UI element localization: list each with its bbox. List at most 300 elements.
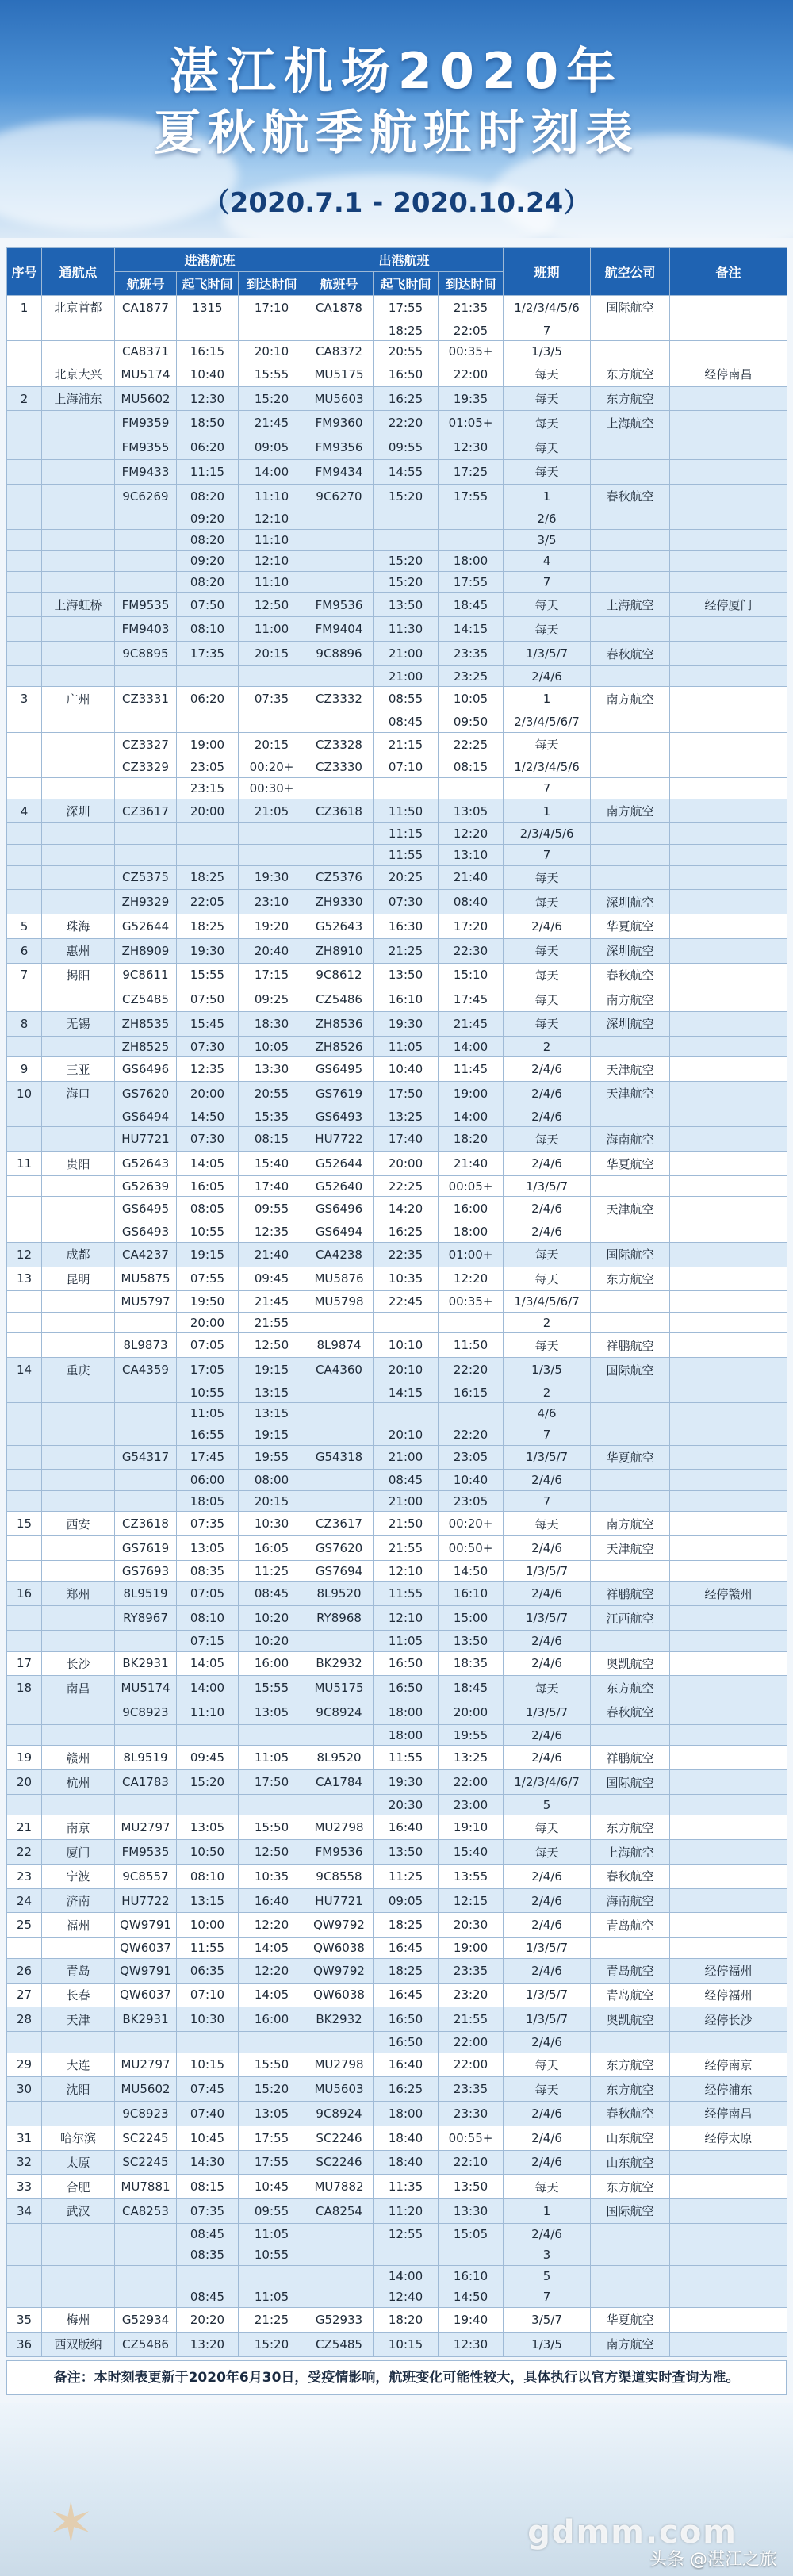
cell-remark [670,1036,787,1057]
col-arr-takeoff: 起飞时间 [177,272,239,296]
table-row [7,2032,787,2053]
cell-remark: 经停南昌 [670,362,787,386]
cell-arr-flight: CA4237 [115,1242,177,1267]
cell-dep-flight: MU5603 [305,2077,374,2102]
cell-point [42,1794,115,1815]
cell-dep-arrive: 10:40 [439,1470,504,1491]
cell-arr-flight: FM9403 [115,617,177,642]
cell-dep-flight: CA8254 [305,2199,374,2224]
site-watermark: gdmm.com [527,2514,737,2551]
cell-airline: 天津航空 [591,1057,670,1082]
cell-point: 海口 [42,1082,115,1106]
cell-dep-takeoff: 12:10 [374,1560,439,1581]
cell-airline [591,1175,670,1197]
cell-airline [591,529,670,550]
cell-dep-takeoff: 18:40 [374,2150,439,2175]
cell-schedule: 7 [504,778,591,799]
cell-seq: 7 [7,963,42,987]
cell-schedule: 每天 [504,1815,591,1840]
cell-schedule: 每天 [504,2077,591,2102]
cell-arr-flight: QW9791 [115,1958,177,1983]
cell-point [42,1445,115,1470]
cell-dep-arrive: 22:05 [439,320,504,341]
cell-arr-takeoff: 12:35 [177,1057,239,1082]
cell-dep-takeoff: 11:05 [374,1036,439,1057]
cell-seq [7,529,42,550]
cell-airline: 华夏航空 [591,1445,670,1470]
cell-dep-flight: G52640 [305,1175,374,1197]
cell-remark [670,1560,787,1581]
cell-arr-flight [115,1724,177,1746]
table-row [7,2007,787,2032]
cell-seq: 8 [7,1012,42,1037]
cell-point: 合肥 [42,2175,115,2199]
cell-arr-takeoff: 07:15 [177,1631,239,1652]
table-row [7,823,787,845]
cell-arr-flight: 9C8557 [115,1864,177,1888]
cell-point [42,1631,115,1652]
cell-dep-flight [305,1794,374,1815]
cell-seq [7,435,42,460]
cell-point: 大连 [42,2053,115,2077]
cell-seq: 22 [7,1840,42,1865]
cell-airline [591,1490,670,1512]
cell-dep-arrive: 08:15 [439,757,504,778]
cell-dep-arrive: 19:00 [439,1938,504,1959]
cell-seq: 12 [7,1242,42,1267]
cell-schedule: 2/4/6 [504,2032,591,2053]
cell-dep-arrive [439,778,504,799]
cell-schedule: 2 [504,1036,591,1057]
cell-airline: 南方航空 [591,1512,670,1536]
cell-arr-takeoff: 07:05 [177,1581,239,1606]
cell-arr-flight: GS7693 [115,1560,177,1581]
cell-schedule: 每天 [504,592,591,617]
cell-dep-arrive: 23:30 [439,2102,504,2126]
cell-arr-flight: QW9791 [115,1913,177,1938]
cell-seq [7,1470,42,1491]
cell-arr-arrive: 17:50 [239,1770,305,1795]
cell-arr-flight: GS6495 [115,1197,177,1221]
cell-point [42,320,115,341]
cell-dep-flight: FM9536 [305,1840,374,1865]
cell-remark [670,1242,787,1267]
cell-arr-arrive [239,2032,305,2053]
cell-arr-takeoff: 07:30 [177,1036,239,1057]
cell-remark [670,1012,787,1037]
cell-dep-takeoff: 18:20 [374,2308,439,2333]
cell-airline [591,1631,670,1652]
cell-schedule: 每天 [504,2175,591,2199]
cell-arr-arrive: 14:05 [239,1938,305,1959]
cell-schedule: 每天 [504,732,591,757]
cell-dep-arrive: 21:40 [439,865,504,890]
cell-seq [7,2265,42,2287]
col-dep-flight: 航班号 [305,272,374,296]
cell-point: 广州 [42,687,115,711]
cell-point: 南京 [42,1815,115,1840]
cell-dep-takeoff: 09:55 [374,435,439,460]
cell-point [42,341,115,362]
cell-schedule: 2/4/6 [504,1958,591,1983]
table-row [7,341,787,362]
cell-arr-flight: CZ3618 [115,1512,177,1536]
cell-schedule: 每天 [504,362,591,386]
cell-dep-flight: MU5175 [305,1676,374,1700]
cell-dep-takeoff: 16:50 [374,2007,439,2032]
table-row [7,1057,787,1082]
cell-schedule: 1/3/5/7 [504,2007,591,2032]
cell-point: 惠州 [42,938,115,963]
cell-dep-takeoff: 20:25 [374,865,439,890]
cell-point: 武汉 [42,2199,115,2224]
table-row [7,778,787,799]
cell-arr-takeoff: 20:00 [177,1312,239,1333]
cell-remark [670,386,787,411]
cell-remark [670,411,787,435]
cell-point [42,890,115,914]
cell-arr-flight: MU2797 [115,2053,177,2077]
cell-dep-flight: MU5175 [305,362,374,386]
cell-dep-arrive: 23:25 [439,665,504,687]
table-row [7,1036,787,1057]
cell-dep-flight: HU7722 [305,1127,374,1152]
cell-dep-flight [305,823,374,845]
cell-dep-flight: GS7620 [305,1536,374,1561]
cell-dep-takeoff: 11:55 [374,1746,439,1770]
cell-schedule: 每天 [504,2053,591,2077]
cell-seq: 34 [7,2199,42,2224]
table-row [7,550,787,572]
cell-dep-takeoff: 22:20 [374,411,439,435]
cell-arr-takeoff: 14:05 [177,1152,239,1176]
cell-arr-flight [115,529,177,550]
cell-arr-arrive: 12:50 [239,1840,305,1865]
cell-remark [670,732,787,757]
cell-seq [7,823,42,845]
cell-airline [591,617,670,642]
cell-arr-takeoff: 08:10 [177,617,239,642]
cell-point: 杭州 [42,1770,115,1795]
cell-arr-arrive: 15:35 [239,1106,305,1127]
table-row [7,508,787,530]
cell-arr-flight: BK2931 [115,2007,177,2032]
cell-dep-flight: CZ5485 [305,2332,374,2356]
cell-schedule: 每天 [504,1676,591,1700]
cell-arr-flight: CZ3327 [115,732,177,757]
cell-arr-flight: 9C8923 [115,2102,177,2126]
cell-schedule: 2/4/6 [504,1724,591,1746]
cell-dep-flight: FM9536 [305,592,374,617]
table-row [7,2287,787,2308]
cell-dep-flight: 9C8612 [305,963,374,987]
cell-dep-arrive: 19:40 [439,2308,504,2333]
cell-seq: 2 [7,386,42,411]
cell-point: 贵阳 [42,1152,115,1176]
cell-point [42,1724,115,1746]
cell-arr-flight: QW6037 [115,1983,177,2007]
cell-dep-takeoff: 16:40 [374,1815,439,1840]
cell-arr-arrive: 13:15 [239,1382,305,1403]
cell-schedule: 1/3/5/7 [504,642,591,666]
cell-remark [670,1746,787,1770]
cell-seq [7,1560,42,1581]
cell-arr-arrive: 10:30 [239,1512,305,1536]
cell-arr-flight [115,1312,177,1333]
cell-arr-takeoff: 16:55 [177,1424,239,1446]
cell-dep-takeoff: 18:25 [374,320,439,341]
cell-arr-takeoff: 07:05 [177,1333,239,1358]
cell-point [42,2223,115,2244]
cell-dep-arrive: 22:30 [439,938,504,963]
cell-arr-arrive: 12:20 [239,1913,305,1938]
cell-dep-arrive: 18:20 [439,1127,504,1152]
cell-seq: 3 [7,687,42,711]
cell-remark [670,1082,787,1106]
cell-dep-flight: GS6493 [305,1106,374,1127]
cell-arr-arrive: 16:00 [239,2007,305,2032]
table-row [7,2223,787,2244]
cell-schedule: 1/3/4/5/6/7 [504,1291,591,1313]
cell-dep-arrive: 19:55 [439,1724,504,1746]
cell-schedule: 7 [504,320,591,341]
cell-dep-flight: GS7694 [305,1560,374,1581]
cell-airline: 天津航空 [591,1197,670,1221]
cell-point [42,1221,115,1243]
cell-arr-flight: CZ5486 [115,2332,177,2356]
table-row [7,1082,787,1106]
table-row [7,987,787,1012]
cell-dep-takeoff: 14:00 [374,2265,439,2287]
cell-schedule: 每天 [504,890,591,914]
cell-remark [670,1175,787,1197]
cell-airline [591,823,670,845]
cell-dep-takeoff: 17:55 [374,296,439,320]
table-row [7,1358,787,1382]
table-row [7,1958,787,1983]
cell-schedule: 每天 [504,1512,591,1536]
cell-arr-arrive: 11:10 [239,529,305,550]
cell-arr-flight: G52639 [115,1175,177,1197]
cell-dep-flight: BK2932 [305,2007,374,2032]
cell-point: 郑州 [42,1581,115,1606]
cell-arr-flight [115,1794,177,1815]
cell-point: 三亚 [42,1057,115,1082]
table-row [7,2265,787,2287]
cell-arr-flight: SC2245 [115,2150,177,2175]
cell-arr-takeoff: 11:55 [177,1938,239,1959]
table-row [7,1560,787,1581]
table-row [7,1127,787,1152]
cell-seq [7,2244,42,2266]
cell-point [42,865,115,890]
cell-seq: 10 [7,1082,42,1106]
cell-airline: 江西航空 [591,1606,670,1631]
cell-point: 西安 [42,1512,115,1536]
cell-arr-takeoff: 23:05 [177,757,239,778]
cell-schedule: 2/4/6 [504,1913,591,1938]
cell-remark [670,987,787,1012]
cell-remark [670,2150,787,2175]
cell-arr-flight: FM9355 [115,435,177,460]
cell-airline [591,732,670,757]
cell-dep-arrive: 12:20 [439,823,504,845]
cell-arr-flight: 8L9519 [115,1581,177,1606]
cell-point [42,642,115,666]
table-row [7,1221,787,1243]
cell-dep-flight [305,1631,374,1652]
cell-dep-flight: HU7721 [305,1888,374,1913]
footnote: 备注：本时刻表更新于2020年6月30日，受疫情影响，航班变化可能性较大，具体执行以官方渠道实时查询为准。 [6,2360,787,2395]
cell-point [42,435,115,460]
cell-dep-takeoff: 16:50 [374,1676,439,1700]
cell-dep-takeoff: 12:10 [374,1606,439,1631]
cell-arr-flight [115,844,177,865]
cell-schedule: 7 [504,1424,591,1446]
cell-remark [670,1333,787,1358]
cell-remark [670,1312,787,1333]
cell-dep-arrive: 16:15 [439,1382,504,1403]
cell-dep-flight [305,550,374,572]
cell-airline [591,2287,670,2308]
cell-point [42,844,115,865]
cell-dep-flight: GS6494 [305,1221,374,1243]
cell-point [42,411,115,435]
cell-schedule: 2/4/6 [504,2223,591,2244]
cell-airline [591,2223,670,2244]
cell-arr-flight: 9C8611 [115,963,177,987]
cell-airline: 青岛航空 [591,1958,670,1983]
cell-arr-flight: MU2797 [115,1815,177,1840]
cell-arr-arrive: 09:55 [239,1197,305,1221]
cell-remark [670,1106,787,1127]
cell-seq [7,2287,42,2308]
table-row [7,1175,787,1197]
cell-arr-arrive: 00:30+ [239,778,305,799]
cell-dep-takeoff: 18:00 [374,1700,439,1725]
cell-seq [7,987,42,1012]
cell-dep-arrive [439,1312,504,1333]
cell-dep-arrive: 20:00 [439,1700,504,1725]
table-row [7,1490,787,1512]
table-row [7,1815,787,1840]
cell-point: 长沙 [42,1651,115,1676]
cell-point [42,1606,115,1631]
cell-dep-arrive: 14:15 [439,617,504,642]
cell-arr-arrive: 21:05 [239,799,305,823]
cell-seq [7,411,42,435]
cell-airline: 上海航空 [591,411,670,435]
cell-arr-flight [115,2244,177,2266]
cell-point: 上海浦东 [42,386,115,411]
table-row [7,2077,787,2102]
cell-seq [7,1631,42,1652]
cell-schedule: 3 [504,2244,591,2266]
cell-arr-arrive: 13:30 [239,1057,305,1082]
cell-dep-flight: MU5876 [305,1267,374,1291]
cell-airline: 青岛航空 [591,1983,670,2007]
cell-dep-takeoff: 07:10 [374,757,439,778]
cell-arr-takeoff: 06:20 [177,435,239,460]
cell-seq [7,1333,42,1358]
cell-airline: 祥鹏航空 [591,1581,670,1606]
cell-arr-flight: SC2245 [115,2126,177,2150]
cell-arr-takeoff: 14:50 [177,1106,239,1127]
cell-dep-arrive: 23:35 [439,2077,504,2102]
cell-arr-takeoff: 10:55 [177,1221,239,1243]
cell-point [42,1106,115,1127]
cell-dep-flight: 9C8924 [305,2102,374,2126]
cell-arr-arrive: 19:55 [239,1445,305,1470]
col-airline: 航空公司 [591,248,670,296]
cell-remark: 经停赣州 [670,1581,787,1606]
cell-arr-arrive: 15:55 [239,1676,305,1700]
cell-seq [7,341,42,362]
cell-arr-takeoff: 13:05 [177,1536,239,1561]
cell-seq [7,1424,42,1446]
cell-arr-takeoff: 11:05 [177,1403,239,1424]
cell-point [42,757,115,778]
cell-arr-flight [115,2265,177,2287]
cell-seq [7,711,42,733]
cell-dep-flight: G54318 [305,1445,374,1470]
cell-arr-arrive: 20:40 [239,938,305,963]
cell-remark [670,2244,787,2266]
cell-dep-flight: CA4360 [305,1358,374,1382]
cell-dep-takeoff: 19:30 [374,1770,439,1795]
cell-arr-takeoff: 14:30 [177,2150,239,2175]
cell-seq: 27 [7,1983,42,2007]
cell-point [42,1291,115,1313]
cell-airline: 祥鹏航空 [591,1333,670,1358]
cell-schedule: 2/4/6 [504,1631,591,1652]
cell-dep-flight: MU5603 [305,386,374,411]
cell-arr-arrive: 09:55 [239,2199,305,2224]
cell-schedule: 1/3/5/7 [504,1445,591,1470]
cell-seq [7,1106,42,1127]
cell-airline: 东方航空 [591,1267,670,1291]
cell-arr-flight [115,1382,177,1403]
cell-dep-flight: 8L9520 [305,1581,374,1606]
cell-arr-takeoff [177,320,239,341]
cell-dep-arrive: 21:40 [439,1152,504,1176]
cell-dep-takeoff: 13:25 [374,1106,439,1127]
table-row [7,711,787,733]
table-row [7,386,787,411]
cell-dep-takeoff: 21:00 [374,665,439,687]
cell-arr-arrive: 11:10 [239,572,305,593]
cell-arr-arrive: 09:45 [239,1267,305,1291]
cell-schedule: 1/2/3/4/6/7 [504,1770,591,1795]
cell-remark [670,1651,787,1676]
cell-schedule: 1/3/5 [504,1358,591,1382]
cell-seq: 21 [7,1815,42,1840]
cell-remark [670,1127,787,1152]
table-row [7,1267,787,1291]
cell-dep-flight: GS6496 [305,1197,374,1221]
cell-dep-flight [305,844,374,865]
cell-arr-arrive: 14:05 [239,1983,305,2007]
cell-airline: 东方航空 [591,386,670,411]
table-row [7,1700,787,1725]
cell-seq [7,362,42,386]
cell-dep-arrive: 12:30 [439,435,504,460]
table-row [7,1983,787,2007]
cell-arr-flight: MU5875 [115,1267,177,1291]
cell-dep-flight: MU2798 [305,1815,374,1840]
cell-dep-flight: 9C8558 [305,1864,374,1888]
cell-dep-takeoff: 10:35 [374,1267,439,1291]
